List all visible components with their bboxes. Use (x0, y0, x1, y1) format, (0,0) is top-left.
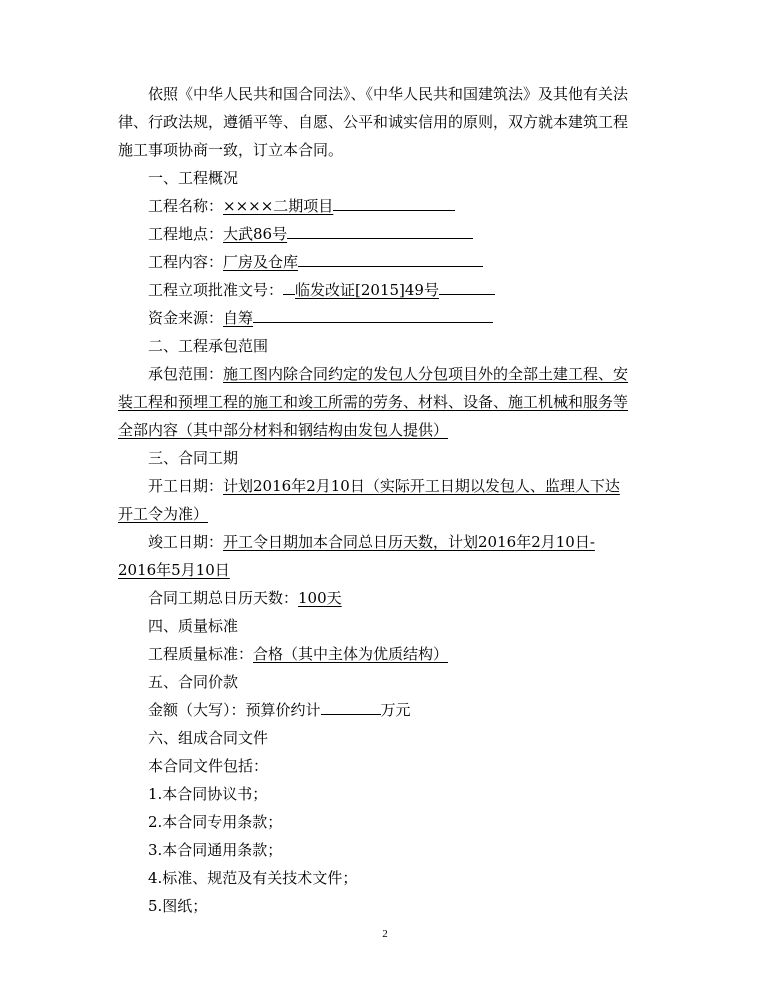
scope-line-3: 全部内容（其中部分材料和钢结构由发包人提供） (118, 421, 449, 439)
section-1-heading: 一、工程概况 (148, 169, 239, 187)
start-date-row-1 (118, 472, 658, 500)
completion-date-line-1: 开工令日期加本合同总日历天数，计划2016年2月10日- (223, 533, 595, 551)
total-days-label: 合同工期总日历天数： (148, 589, 299, 607)
approval-label: 工程立项批准文号： (148, 281, 284, 299)
section-5-heading: 五、合同价款 (148, 673, 239, 691)
scope-row-1 (118, 360, 658, 388)
project-location-label: 工程地点： (148, 225, 224, 243)
total-days-value: 100天 (298, 589, 342, 607)
list-item: 5.图纸； (148, 897, 208, 915)
section-4-heading: 四、质量标准 (148, 617, 239, 635)
approval-underline (439, 277, 495, 295)
project-name-underline (333, 193, 455, 211)
scope-row-3 (118, 416, 658, 444)
intro-line-2: 律、行政法规，遵循平等、自愿、公平和诚实信用的原则，双方就本建筑工程 (118, 113, 629, 131)
project-name-value: ××××二期项目 (223, 197, 334, 215)
start-date-row-2 (118, 500, 658, 528)
quality-row (118, 640, 658, 668)
amount-unit: 万元 (380, 701, 411, 719)
amount-blank (321, 697, 381, 715)
completion-date-row-1 (118, 528, 658, 556)
funding-underline (253, 305, 493, 323)
start-date-label: 开工日期： (148, 477, 224, 495)
completion-date-label: 竣工日期： (148, 533, 224, 551)
list-item: 3.本合同通用条款； (148, 841, 283, 859)
scope-row-2 (118, 388, 658, 416)
intro-line-1: 依照《中华人民共和国合同法》、《中华人民共和国建筑法》及其他有关法 (148, 85, 629, 103)
section-2-heading: 二、工程承包范围 (148, 337, 269, 355)
project-name-row (118, 192, 658, 220)
project-location-underline (287, 221, 473, 239)
approval-underline-lead (283, 277, 295, 295)
list-item: 4.标准、规范及有关技术文件； (148, 869, 358, 887)
project-content-label: 工程内容： (148, 253, 224, 271)
completion-date-line-2: 2016年5月10日 (118, 561, 230, 579)
section-3-heading: 三、合同工期 (148, 449, 239, 467)
scope-line-2: 装工程和预埋工程的施工和竣工所需的劳务、材料、设备、施工机械和服务等 (118, 393, 629, 411)
approval-value: 临发改证[2015]49号 (295, 281, 439, 299)
approval-row (118, 276, 658, 304)
project-content-underline (298, 249, 483, 267)
documents-intro: 本合同文件包括： (148, 757, 269, 775)
amount-row (118, 696, 658, 724)
quality-label: 工程质量标准： (148, 645, 254, 663)
intro-line-3: 施工事项协商一致，订立本合同。 (118, 141, 344, 159)
start-date-line-1: 计划2016年2月10日（实际开工日期以发包人、监理人下达 (223, 477, 620, 495)
list-item: 2.本合同专用条款； (148, 813, 283, 831)
funding-label: 资金来源： (148, 309, 224, 327)
project-location-value: 大武86号 (223, 225, 288, 243)
completion-date-row-2 (118, 556, 658, 584)
funding-value: 自筹 (223, 309, 254, 327)
quality-value: 合格（其中主体为优质结构） (253, 645, 449, 663)
list-item: 1.本合同协议书； (148, 785, 268, 803)
page-number: 2 (382, 928, 388, 940)
section-6-heading: 六、组成合同文件 (148, 729, 269, 747)
contract-body (118, 80, 658, 920)
project-content-value: 厂房及仓库 (223, 253, 299, 271)
amount-label: 金额（大写）：预算价约计 (148, 701, 321, 719)
project-content-row (118, 248, 658, 276)
funding-row (118, 304, 658, 332)
project-location-row (118, 220, 658, 248)
total-days-row (118, 584, 658, 612)
scope-label: 承包范围： (148, 365, 224, 383)
project-name-label: 工程名称： (148, 197, 224, 215)
scope-line-1: 施工图内除合同约定的发包人分包项目外的全部土建工程、安 (223, 365, 629, 383)
start-date-line-2: 开工令为准） (118, 505, 209, 523)
